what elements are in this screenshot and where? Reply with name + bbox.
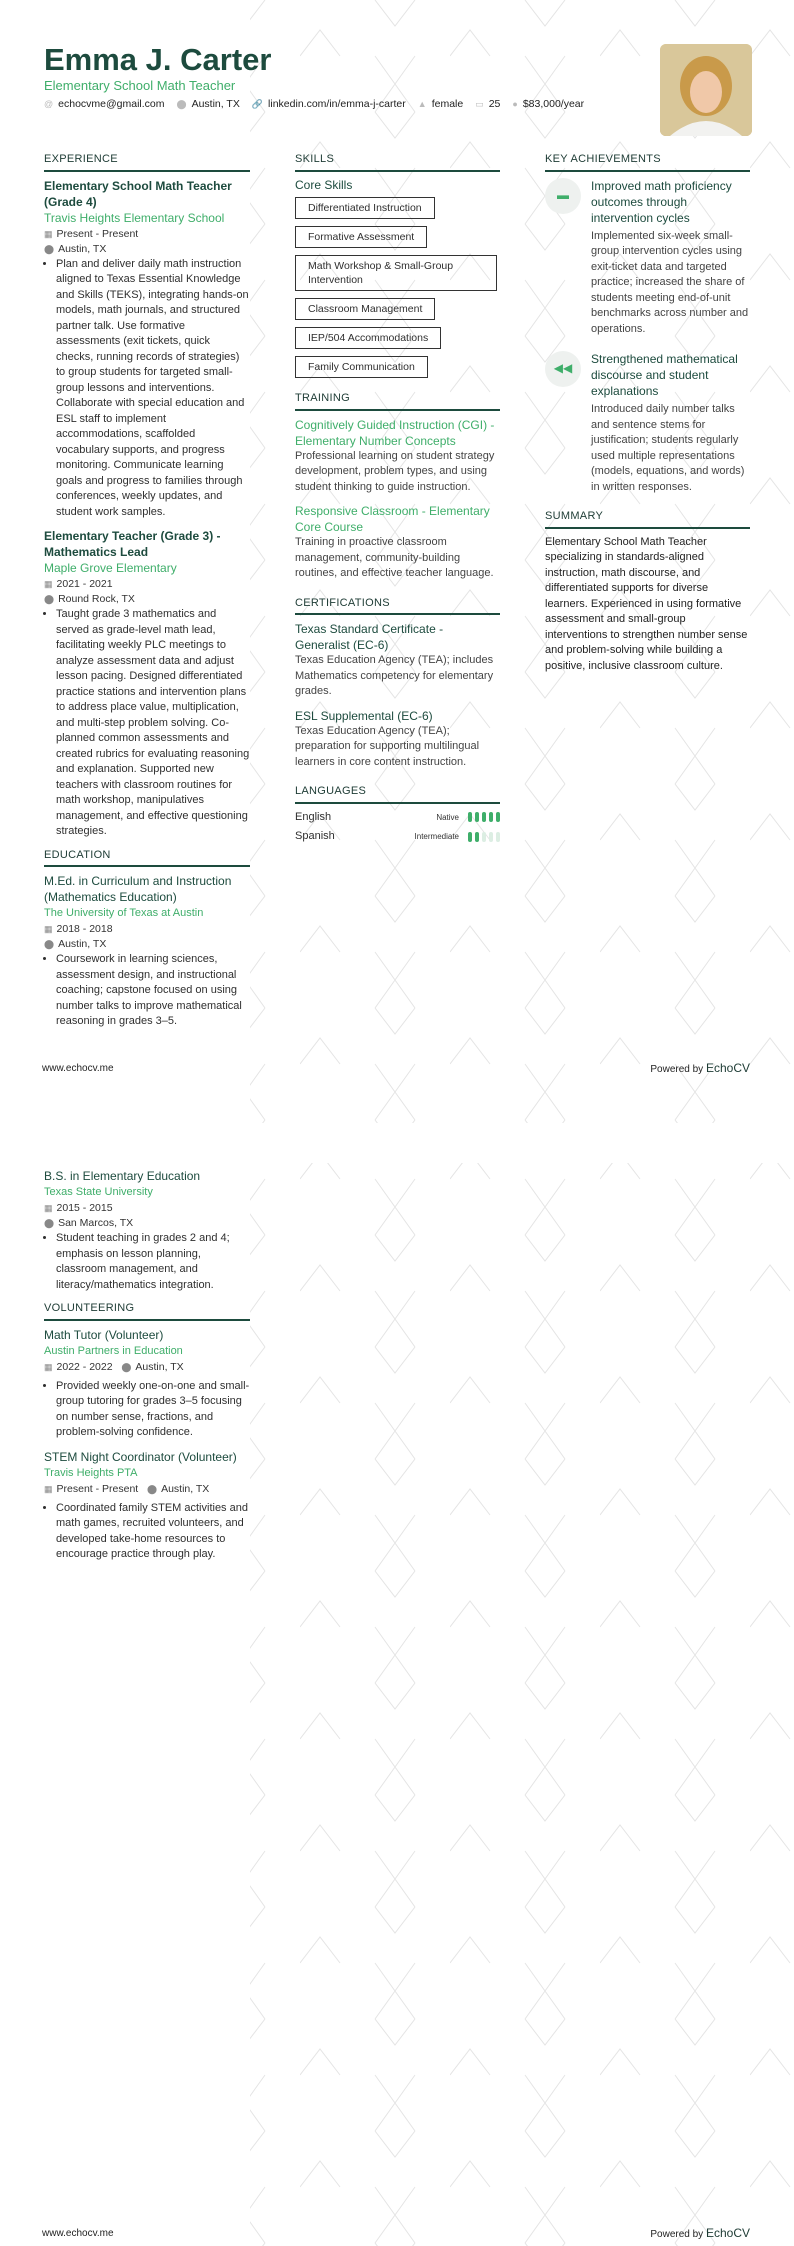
profile-photo bbox=[660, 44, 752, 136]
volunteer-meta bbox=[44, 1482, 250, 1497]
achievement-title: Strengthened mathematical discourse and student explanations bbox=[591, 352, 738, 398]
training-title: Responsive Classroom - Elementary Core Course bbox=[295, 504, 490, 534]
volunteer-title: Math Tutor (Volunteer) bbox=[44, 1327, 164, 1342]
dates-text: Present - Present bbox=[56, 227, 139, 240]
experience-entry bbox=[44, 528, 250, 840]
skill-chip: Family Communication bbox=[295, 356, 428, 378]
employer: Maple Grove Elementary bbox=[44, 561, 177, 575]
volunteer-org: Austin Partners in Education bbox=[44, 1344, 183, 1357]
skill-chips bbox=[295, 197, 500, 385]
gender-text: female bbox=[431, 98, 464, 110]
experience-entry bbox=[44, 178, 250, 521]
skill-chip: Differentiated Instruction bbox=[295, 197, 435, 219]
language-name: Spanish bbox=[295, 830, 335, 842]
left-column bbox=[44, 152, 250, 1038]
skill-chip: Math Workshop & Small-Group Intervention bbox=[295, 255, 497, 291]
volunteer-bullet: • Coordinated family STEM activities and math games, recruited volunteers, and developed take-home resources to encourage practice through play. bbox=[56, 1501, 250, 1563]
linkedin-text: linkedin.com/in/emma-j-carter bbox=[268, 98, 406, 110]
achievement-item bbox=[545, 178, 750, 346]
contact-gender bbox=[418, 98, 463, 110]
certifications-heading: CERTIFICATIONS bbox=[295, 596, 500, 616]
powered-label: Powered by bbox=[650, 1064, 704, 1075]
contact-location bbox=[177, 98, 240, 110]
location-icon: ⬤ bbox=[121, 1361, 132, 1372]
location-icon: ⬤ bbox=[44, 243, 55, 254]
language-english bbox=[295, 810, 500, 826]
footer-powered bbox=[650, 1061, 750, 1075]
edu-location bbox=[44, 937, 250, 952]
achievement-desc: Introduced daily number talks and sentence stems for justification; students regularly used multiple representations (models, equations, and words) in written responses. bbox=[591, 403, 745, 493]
location-text: Austin, TX bbox=[135, 1360, 184, 1373]
education-entry bbox=[44, 873, 250, 1030]
location-text: Austin, TX bbox=[58, 938, 107, 950]
link-icon: 🔗 bbox=[251, 99, 264, 109]
location-icon: ⬤ bbox=[44, 594, 55, 604]
dates-text: Present - Present bbox=[56, 1482, 139, 1495]
edu-bullet: • Coursework in learning sciences, assessment design, and instructional coaching; capstone focused on using number talks to improve mathematical reasoning in grades 3–5. bbox=[56, 952, 250, 1030]
employer: Travis Heights Elementary School bbox=[44, 210, 225, 225]
level-label: Intermediate bbox=[414, 832, 459, 841]
calendar-icon: ▦ bbox=[44, 579, 53, 589]
job-title: Elementary School Math Teacher (Grade 4) bbox=[44, 178, 232, 209]
job-dates bbox=[44, 577, 250, 592]
level-dot bbox=[468, 812, 472, 822]
school: The University of Texas at Austin bbox=[44, 907, 204, 919]
skill-chip: IEP/504 Accommodations bbox=[295, 327, 441, 349]
calendar-icon: ▦ bbox=[44, 1203, 53, 1213]
footer-site-link[interactable]: www.echocv.me bbox=[42, 2228, 114, 2239]
achievement-item bbox=[545, 351, 750, 503]
job-location bbox=[44, 242, 250, 257]
contact-age bbox=[475, 98, 500, 110]
dates-text: 2021 - 2021 bbox=[56, 578, 113, 590]
achievements-heading: KEY ACHIEVEMENTS bbox=[545, 152, 750, 172]
candidate-title: Elementary School Math Teacher bbox=[44, 78, 236, 93]
volunteer-entry bbox=[44, 1327, 250, 1441]
rewind-icon: ◀◀ bbox=[545, 351, 581, 387]
middle-column bbox=[295, 152, 500, 849]
volunteer-meta bbox=[44, 1360, 250, 1375]
calendar-icon: ▦ bbox=[44, 1361, 53, 1372]
job-bullet: • Plan and deliver daily math instruction aligned to Texas Essential Knowledge and Skills (TEKS), integrating hands-on models, math journals, and structured partner talk. Use formative assessments (exit tickets, quick checks, running records of strategies) to group students for targeted small-group lessons and interventions. Collaborate with special education and ESL staff to implement accommodations, scaffolded vocabulary supports, and progress monitoring. Communicate learning goals and progress to families through conferences, weekly updates, and student work samples. bbox=[56, 257, 250, 521]
education-heading: EDUCATION bbox=[44, 848, 250, 868]
location-icon: ⬤ bbox=[44, 939, 55, 949]
language-name: English bbox=[295, 810, 332, 823]
at-icon: @ bbox=[44, 99, 54, 109]
edu-dates bbox=[44, 1201, 250, 1216]
level-dot bbox=[475, 832, 479, 842]
location-text: Austin, TX bbox=[58, 242, 107, 255]
training-desc: Professional learning on student strategy development, problem types, and using student thinking to guide instruction. bbox=[295, 449, 495, 493]
calendar-icon: ▦ bbox=[44, 228, 53, 239]
school: Texas State University bbox=[44, 1186, 153, 1198]
volunteer-org: Travis Heights PTA bbox=[44, 1466, 138, 1479]
language-level bbox=[415, 829, 500, 845]
location-icon: ⬤ bbox=[44, 1218, 55, 1228]
skill-chip: Classroom Management bbox=[295, 298, 435, 320]
right-column bbox=[545, 152, 750, 674]
archive-box-icon: ▬ bbox=[545, 178, 581, 214]
level-dot bbox=[496, 832, 500, 842]
skills-group-title: Core Skills bbox=[295, 177, 353, 192]
calendar-icon: ▦ bbox=[44, 1483, 53, 1494]
location-text: Round Rock, TX bbox=[58, 593, 135, 605]
powered-label: Powered by bbox=[650, 2229, 704, 2240]
cert-desc: Texas Education Agency (TEA); preparation for supporting multilingual learners in core content instruction. bbox=[295, 724, 480, 768]
job-bullet: • Taught grade 3 mathematics and served as grade-level math lead, facilitating weekly PLC meetings to analyze assessment data and adjust lesson pacing. Designed differentiated practice stations and intervention plans to address place value, multiplication, and multi-step problem solving. Co-planned common assessments and created rubrics for evaluating reasoning and explanation. Supported new teachers with classroom routines for math workshop, manipulatives management, and effective questioning strategies. bbox=[56, 607, 250, 840]
job-title: Elementary Teacher (Grade 3) - Mathematics Lead bbox=[44, 529, 221, 559]
level-dot bbox=[475, 812, 479, 822]
salary-text: $83,000/year bbox=[522, 98, 585, 110]
location-text: San Marcos, TX bbox=[58, 1217, 134, 1229]
summary-text: Elementary School Math Teacher specializing in standards-aligned instruction, math discourse, and differentiated supports for diverse learners. Experienced in using formative assessment and small-group interventions to strengthen number sense and problem-solving while building a positive, inclusive classroom culture. bbox=[545, 535, 748, 672]
dates-text: 2022 - 2022 bbox=[56, 1360, 113, 1373]
languages-heading: LANGUAGES bbox=[295, 784, 500, 804]
email-text: echocvme@gmail.com bbox=[58, 98, 165, 110]
level-dot bbox=[489, 832, 493, 842]
footer-powered bbox=[650, 2226, 750, 2240]
edu-location bbox=[44, 1216, 250, 1231]
volunteer-entry bbox=[44, 1449, 250, 1563]
degree: B.S. in Elementary Education bbox=[44, 1169, 201, 1183]
cert-title: Texas Standard Certificate - Generalist (EC-6) bbox=[295, 622, 444, 652]
money-icon: ● bbox=[512, 99, 518, 109]
language-spanish bbox=[295, 829, 500, 845]
job-dates bbox=[44, 227, 250, 242]
training-title: Cognitively Guided Instruction (CGI) - Elementary Number Concepts bbox=[295, 417, 495, 448]
location-icon: ⬤ bbox=[176, 99, 187, 109]
left-column-page-2 bbox=[44, 1168, 250, 1571]
training-desc: Training in proactive classroom management, community-building routines, and effective teacher language. bbox=[295, 536, 494, 579]
cert-desc: Texas Education Agency (TEA); includes Mathematics competency for elementary grades. bbox=[295, 654, 494, 697]
volunteer-title: STEM Night Coordinator (Volunteer) bbox=[44, 1449, 237, 1464]
location-text: Austin, TX bbox=[191, 98, 240, 110]
degree: M.Ed. in Curriculum and Instruction (Mathematics Education) bbox=[44, 874, 232, 904]
resume-page-2 bbox=[0, 1123, 794, 2246]
achievement-desc: Implemented six-week small-group intervention cycles using exit-ticket data and targeted practice; increased the share of students meeting end-of-unit benchmarks across number and operations. bbox=[591, 229, 749, 335]
education-entry bbox=[44, 1168, 250, 1293]
level-dot bbox=[496, 812, 500, 822]
age-text: 25 bbox=[488, 98, 501, 110]
location-icon: ⬤ bbox=[146, 1483, 158, 1494]
contact-row bbox=[44, 98, 584, 110]
achievement-title: Improved math proficiency outcomes through intervention cycles bbox=[591, 178, 732, 225]
dates-text: 2015 - 2015 bbox=[56, 1202, 113, 1214]
level-dot bbox=[482, 832, 486, 842]
volunteer-bullet: • Provided weekly one-on-one and small-group tutoring for grades 3–5 focusing on number sense, fractions, and problem-solving confidence. bbox=[56, 1379, 250, 1441]
contact-email[interactable] bbox=[44, 98, 165, 110]
level-dot bbox=[482, 812, 486, 822]
level-dot bbox=[468, 832, 472, 842]
calendar-icon: ▦ bbox=[44, 924, 53, 934]
level-dot bbox=[489, 812, 493, 822]
edu-bullet: • Student teaching in grades 2 and 4; emphasis on lesson planning, classroom management, and literacy/mathematics integration. bbox=[56, 1231, 250, 1293]
contact-linkedin[interactable] bbox=[252, 98, 406, 110]
contact-salary bbox=[512, 98, 584, 110]
location-text: Austin, TX bbox=[161, 1482, 210, 1495]
candidate-name: Emma J. Carter bbox=[44, 42, 272, 77]
job-location bbox=[44, 592, 250, 607]
footer-site-link[interactable]: www.echocv.me bbox=[42, 1063, 114, 1074]
skills-heading: SKILLS bbox=[295, 152, 500, 172]
portrait-image bbox=[660, 44, 752, 136]
cert-title: ESL Supplemental (EC-6) bbox=[295, 708, 433, 723]
volunteering-heading: VOLUNTEERING bbox=[44, 1301, 250, 1321]
summary-heading: SUMMARY bbox=[545, 509, 750, 529]
experience-heading: EXPERIENCE bbox=[44, 152, 250, 172]
calendar-icon: ▭ bbox=[475, 99, 484, 109]
brand-link[interactable]: EchoCV bbox=[705, 2226, 750, 2240]
training-heading: TRAINING bbox=[295, 391, 500, 411]
person-icon: ▲ bbox=[417, 99, 427, 109]
dates-text: 2018 - 2018 bbox=[56, 923, 113, 935]
language-level bbox=[436, 810, 500, 826]
brand-link[interactable]: EchoCV bbox=[705, 1061, 750, 1075]
edu-dates bbox=[44, 922, 250, 937]
skill-chip: Formative Assessment bbox=[295, 226, 427, 248]
level-label: Native bbox=[436, 812, 459, 822]
